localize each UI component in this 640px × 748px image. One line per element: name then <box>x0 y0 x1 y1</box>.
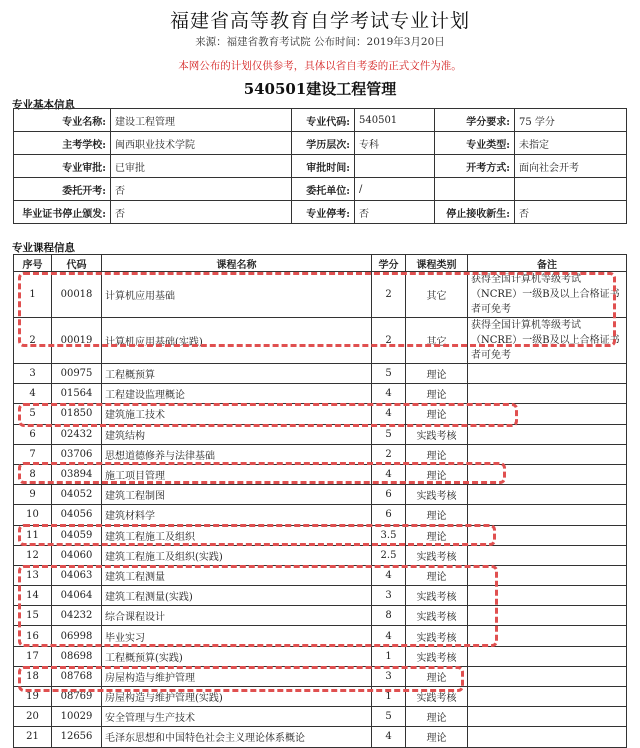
course-code: 01850 <box>52 404 102 424</box>
course-code: 04059 <box>52 525 102 545</box>
course-no: 2 <box>14 318 52 364</box>
table-row <box>14 525 627 545</box>
course-note <box>468 545 627 565</box>
course-type: 理论 <box>406 707 468 727</box>
course-note: 获得全国计算机等级考试（NCRE）一级B及以上合格证书者可免考 <box>468 318 627 364</box>
course-credit: 3.5 <box>372 525 406 545</box>
course-credit: 2 <box>372 444 406 464</box>
basic-info-table <box>13 108 627 224</box>
course-code: 04060 <box>52 545 102 565</box>
course-no: 14 <box>14 586 52 606</box>
info-label: 专业代码: <box>292 109 355 132</box>
info-label: 停止接收新生: <box>435 201 515 224</box>
course-code: 04052 <box>52 485 102 505</box>
course-code: 04064 <box>52 586 102 606</box>
course-note <box>468 444 627 464</box>
disclaimer-notice: 本网公布的计划仅供参考，具体以省自考委的正式文件为准。 <box>178 60 462 72</box>
course-no: 13 <box>14 565 52 585</box>
table-row <box>14 727 627 747</box>
course-note <box>468 626 627 646</box>
info-value: 否 <box>111 201 292 224</box>
course-code: 08698 <box>52 646 102 666</box>
info-label: 审批时间: <box>292 155 355 178</box>
info-label: 专业名称: <box>14 109 111 132</box>
course-type: 实践考核 <box>406 586 468 606</box>
course-credit: 5 <box>372 707 406 727</box>
course-name: 工程概预算 <box>102 364 372 384</box>
course-table <box>13 254 627 748</box>
course-no: 12 <box>14 545 52 565</box>
course-type: 理论 <box>406 444 468 464</box>
course-name: 计算机应用基础(实践) <box>102 318 372 364</box>
course-note <box>468 646 627 666</box>
info-label <box>435 178 515 201</box>
course-note <box>468 364 627 384</box>
course-credit: 6 <box>372 485 406 505</box>
course-type: 理论 <box>406 505 468 525</box>
course-name: 房屋构造与维护管理(实践) <box>102 687 372 707</box>
course-name: 毛泽东思想和中国特色社会主义理论体系概论 <box>102 727 372 747</box>
course-type: 其它 <box>406 318 468 364</box>
info-value: 已审批 <box>111 155 292 178</box>
course-code: 08768 <box>52 666 102 686</box>
course-name: 建筑施工技术 <box>102 404 372 424</box>
course-code: 00018 <box>52 272 102 318</box>
info-label: 委托单位: <box>292 178 355 201</box>
course-no: 20 <box>14 707 52 727</box>
table-row <box>14 464 627 484</box>
course-no: 16 <box>14 626 52 646</box>
course-credit: 4 <box>372 565 406 585</box>
course-credit: 4 <box>372 727 406 747</box>
course-note <box>468 586 627 606</box>
col-header-type: 课程类别 <box>406 255 468 272</box>
info-value: 否 <box>515 201 627 224</box>
course-note <box>468 606 627 626</box>
course-note <box>468 707 627 727</box>
course-name: 综合课程设计 <box>102 606 372 626</box>
course-type: 理论 <box>406 565 468 585</box>
table-row <box>14 565 627 585</box>
course-code: 06998 <box>52 626 102 646</box>
info-value: 闽西职业技术学院 <box>111 132 292 155</box>
course-code: 04063 <box>52 565 102 585</box>
course-no: 3 <box>14 364 52 384</box>
info-value: 75 学分 <box>515 109 627 132</box>
course-no: 18 <box>14 666 52 686</box>
course-table-header-row <box>14 255 627 272</box>
course-name: 建筑工程制图 <box>102 485 372 505</box>
course-no: 5 <box>14 404 52 424</box>
course-credit: 2.5 <box>372 545 406 565</box>
col-header-name: 课程名称 <box>102 255 372 272</box>
course-no: 21 <box>14 727 52 747</box>
course-note <box>468 384 627 404</box>
course-name: 建筑工程施工及组织 <box>102 525 372 545</box>
info-label: 专业审批: <box>14 155 111 178</box>
course-name: 工程建设监理概论 <box>102 384 372 404</box>
table-row <box>14 318 627 364</box>
course-credit: 1 <box>372 646 406 666</box>
basic-info-row <box>14 109 627 132</box>
course-no: 17 <box>14 646 52 666</box>
course-type: 实践考核 <box>406 646 468 666</box>
course-type: 理论 <box>406 666 468 686</box>
course-name: 建筑结构 <box>102 424 372 444</box>
info-label: 学分要求: <box>435 109 515 132</box>
course-no: 15 <box>14 606 52 626</box>
course-no: 11 <box>14 525 52 545</box>
course-name: 建筑材料学 <box>102 505 372 525</box>
course-name: 建筑工程测量(实践) <box>102 586 372 606</box>
info-value: 540501 <box>355 109 435 132</box>
course-credit: 2 <box>372 318 406 364</box>
course-note <box>468 464 627 484</box>
course-no: 1 <box>14 272 52 318</box>
course-note <box>468 424 627 444</box>
course-no: 6 <box>14 424 52 444</box>
table-row <box>14 364 627 384</box>
course-name: 思想道德修养与法律基础 <box>102 444 372 464</box>
major-title: 540501建设工程管理 <box>243 80 397 98</box>
course-type: 理论 <box>406 384 468 404</box>
info-value: 面向社会开考 <box>515 155 627 178</box>
course-name: 毕业实习 <box>102 626 372 646</box>
col-header-code: 代码 <box>52 255 102 272</box>
info-value: 建设工程管理 <box>111 109 292 132</box>
table-row <box>14 404 627 424</box>
course-info-section-label: 专业课程信息 <box>12 242 75 254</box>
course-name: 建筑工程测量 <box>102 565 372 585</box>
course-credit: 6 <box>372 505 406 525</box>
course-no: 4 <box>14 384 52 404</box>
course-type: 实践考核 <box>406 485 468 505</box>
course-credit: 5 <box>372 364 406 384</box>
col-header-note: 备注 <box>468 255 627 272</box>
table-row <box>14 626 627 646</box>
course-type: 其它 <box>406 272 468 318</box>
info-label: 毕业证书停止颁发: <box>14 201 111 224</box>
table-row <box>14 272 627 318</box>
course-no: 7 <box>14 444 52 464</box>
info-value: / <box>355 178 435 201</box>
course-code: 10029 <box>52 707 102 727</box>
course-credit: 1 <box>372 687 406 707</box>
course-code: 02432 <box>52 424 102 444</box>
course-code: 08769 <box>52 687 102 707</box>
course-no: 9 <box>14 485 52 505</box>
course-note <box>468 727 627 747</box>
course-name: 房屋构造与维护管理 <box>102 666 372 686</box>
info-label: 专业停考: <box>292 201 355 224</box>
table-row <box>14 707 627 727</box>
course-name: 安全管理与生产技术 <box>102 707 372 727</box>
course-type: 实践考核 <box>406 687 468 707</box>
course-code: 03894 <box>52 464 102 484</box>
course-code: 12656 <box>52 727 102 747</box>
basic-info-section-label: 专业基本信息 <box>12 99 75 111</box>
info-value: 否 <box>355 201 435 224</box>
course-code: 00019 <box>52 318 102 364</box>
table-row <box>14 384 627 404</box>
info-label: 专业类型: <box>435 132 515 155</box>
course-name: 施工项目管理 <box>102 464 372 484</box>
page-title: 福建省高等教育自学考试专业计划 <box>169 10 470 32</box>
course-type: 实践考核 <box>406 606 468 626</box>
course-note <box>468 525 627 545</box>
course-note: 获得全国计算机等级考试（NCRE）一级B及以上合格证书者可免考 <box>468 272 627 318</box>
info-label: 开考方式: <box>435 155 515 178</box>
course-name: 建筑工程施工及组织(实践) <box>102 545 372 565</box>
course-no: 8 <box>14 464 52 484</box>
course-code: 04056 <box>52 505 102 525</box>
course-credit: 4 <box>372 464 406 484</box>
course-name: 计算机应用基础 <box>102 272 372 318</box>
course-type: 实践考核 <box>406 424 468 444</box>
table-row <box>14 666 627 686</box>
basic-info-row <box>14 132 627 155</box>
course-code: 03706 <box>52 444 102 464</box>
table-row <box>14 545 627 565</box>
info-value <box>355 155 435 178</box>
table-row <box>14 485 627 505</box>
course-note <box>468 505 627 525</box>
info-label: 主考学校: <box>14 132 111 155</box>
course-no: 19 <box>14 687 52 707</box>
course-no: 10 <box>14 505 52 525</box>
basic-info-row <box>14 201 627 224</box>
course-note <box>468 485 627 505</box>
info-value: 专科 <box>355 132 435 155</box>
info-value: 否 <box>111 178 292 201</box>
basic-info-row <box>14 155 627 178</box>
table-row <box>14 444 627 464</box>
table-row <box>14 505 627 525</box>
course-code: 04232 <box>52 606 102 626</box>
basic-info-row <box>14 178 627 201</box>
course-note <box>468 404 627 424</box>
source-meta: 来源：福建省教育考试院 公布时间：2019年3月20日 <box>195 36 445 48</box>
info-value: 未指定 <box>515 132 627 155</box>
info-value <box>515 178 627 201</box>
course-type: 理论 <box>406 364 468 384</box>
course-credit: 8 <box>372 606 406 626</box>
course-code: 01564 <box>52 384 102 404</box>
table-row <box>14 687 627 707</box>
info-label: 学历层次: <box>292 132 355 155</box>
table-row <box>14 646 627 666</box>
course-credit: 4 <box>372 384 406 404</box>
course-credit: 3 <box>372 586 406 606</box>
course-type: 理论 <box>406 404 468 424</box>
course-credit: 2 <box>372 272 406 318</box>
course-name: 工程概预算(实践) <box>102 646 372 666</box>
course-type: 理论 <box>406 464 468 484</box>
col-header-no: 序号 <box>14 255 52 272</box>
table-row <box>14 424 627 444</box>
course-credit: 4 <box>372 626 406 646</box>
course-credit: 4 <box>372 404 406 424</box>
course-type: 实践考核 <box>406 545 468 565</box>
table-row <box>14 606 627 626</box>
table-row <box>14 586 627 606</box>
course-type: 理论 <box>406 727 468 747</box>
course-credit: 3 <box>372 666 406 686</box>
course-credit: 5 <box>372 424 406 444</box>
course-type: 实践考核 <box>406 626 468 646</box>
course-note <box>468 687 627 707</box>
course-code: 00975 <box>52 364 102 384</box>
info-label: 委托开考: <box>14 178 111 201</box>
course-type: 理论 <box>406 525 468 545</box>
course-note <box>468 666 627 686</box>
course-note <box>468 565 627 585</box>
col-header-credit: 学分 <box>372 255 406 272</box>
